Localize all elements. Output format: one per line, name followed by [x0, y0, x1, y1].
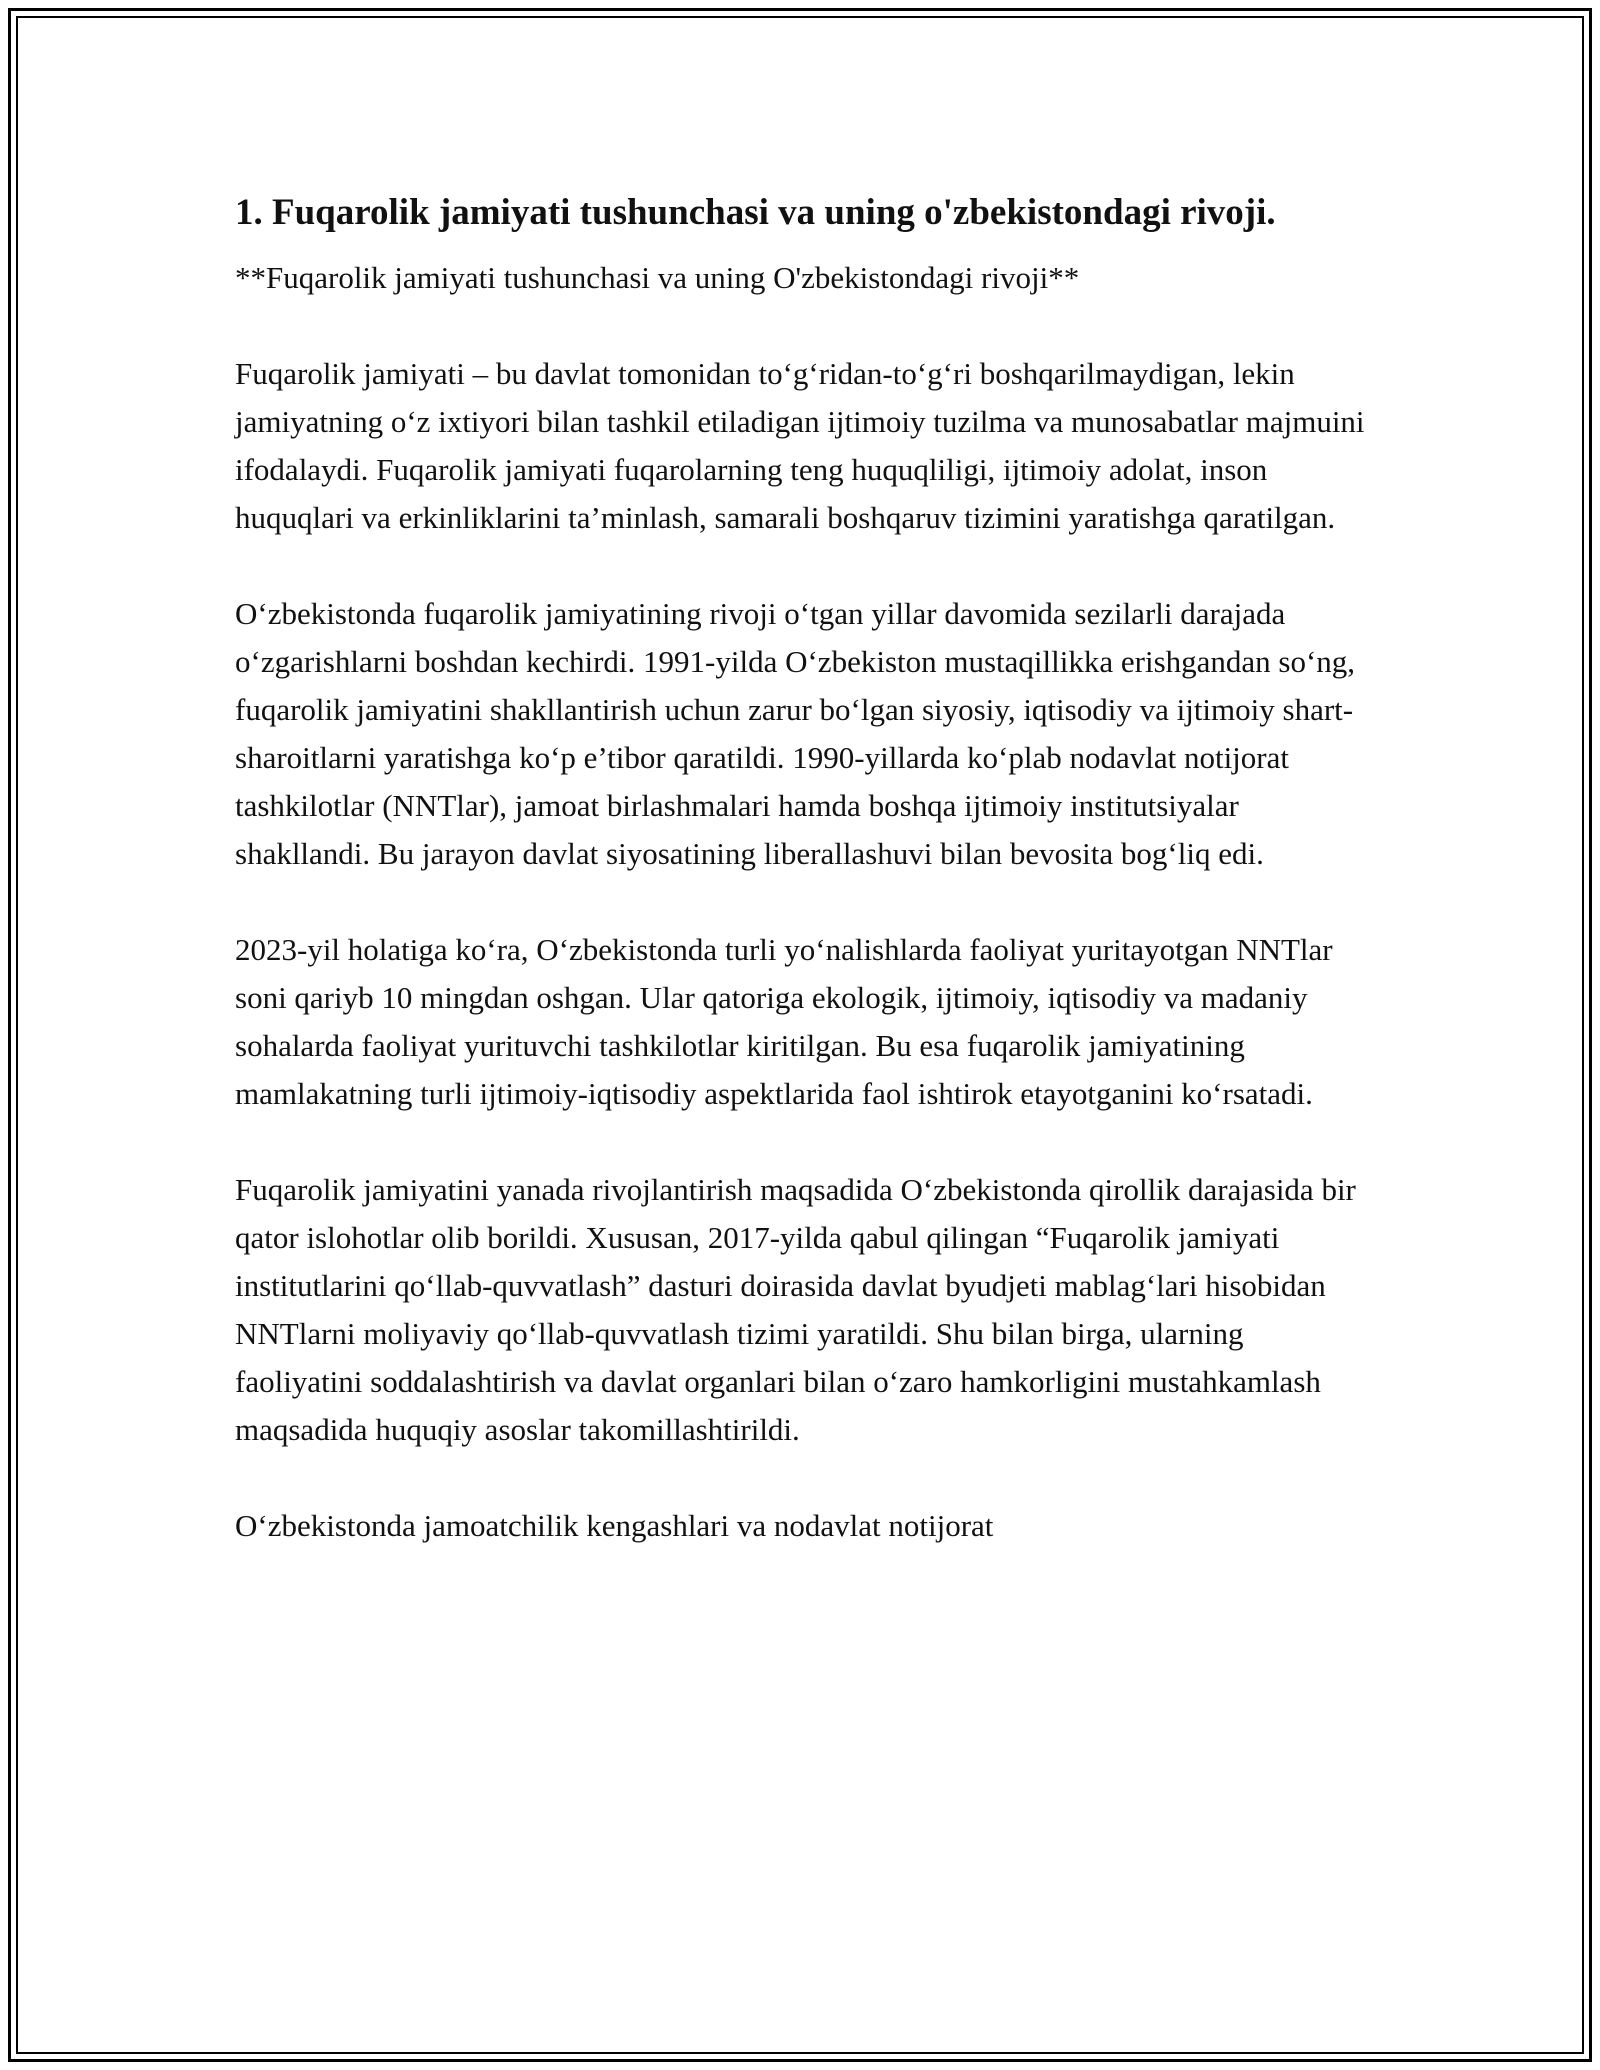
paragraph-councils: O‘zbekistonda jamoatchilik kengashlari va nodavlat notijorat [235, 1508, 994, 1543]
document-body [235, 188, 1375, 1550]
document-title: 1. Fuqarolik jamiyati tushunchasi va uning o'zbekistondagi rivoji. [235, 192, 1276, 233]
paragraph-history: O‘zbekistonda fuqarolik jamiyatining rivoji o‘tgan yillar davomida sezilarli darajada o‘zgarishlarni boshdan kechirdi. 1991-yilda O‘zbekiston mustaqillikka erishgandan so‘ng, fuqarolik jamiyatini shakllantirish uchun zarur bo‘lgan siyosiy, iqtisodiy va ijtimoiy shart-sharoitlarni yaratishga ko‘p e’tibor qaratildi. 1990-yillarda ko‘plab nodavlat notijorat tashkilotlar (NNTlar), jamoat birlashmalari hamda boshqa ijtimoiy institutsiyalar shakllandi. Bu jarayon davlat siyosatining liberallashuvi bilan bevosita bog‘liq edi. [235, 596, 1356, 871]
paragraph-statistics: 2023-yil holatiga ko‘ra, O‘zbekistonda turli yo‘nalishlarda faoliyat yuritayotgan NNTlar soni qariyb 10 mingdan oshgan. Ular qatoriga ekologik, ijtimoiy, iqtisodiy va madaniy sohalarda faoliyat yurituvchi tashkilotlar kiritilgan. Bu esa fuqarolik jamiyatining mamlakatning turli ijtimoiy-iqtisodiy aspektlarida faol ishtirok etayotganini ko‘rsatadi. [235, 932, 1333, 1111]
paragraph-reforms: Fuqarolik jamiyatini yanada rivojlantirish maqsadida O‘zbekistonda qirollik darajasida bir qator islohotlar olib borildi. Xususan, 2017-yilda qabul qilingan “Fuqarolik jamiyati institutlarini qo‘llab-quvvatlash” dasturi doirasida davlat byudjeti mablag‘lari hisobidan NNTlarni moliyaviy qo‘llab-quvvatlash tizimi yaratildi. Shu bilan birga, ularning faoliyatini soddalashtirish va davlat organlari bilan o‘zaro hamkorligini mustahkamlash maqsadida huquqiy asoslar takomillashtirildi. [235, 1172, 1356, 1447]
paragraph-definition: Fuqarolik jamiyati – bu davlat tomonidan to‘g‘ridan-to‘g‘ri boshqarilmaydigan, lekin jamiyatning o‘z ixtiyori bilan tashkil etiladigan ijtimoiy tuzilma va munosabatlar majmuini ifodalaydi. Fuqarolik jamiyati fuqarolarning teng huquqliligi, ijtimoiy adolat, inson huquqlari va erkinliklarini ta’minlash, samarali boshqaruv tizimini yaratishga qaratilgan. [235, 356, 1365, 535]
document-subtitle: **Fuqarolik jamiyati tushunchasi va uning O'zbekistondagi rivoji** [235, 260, 1080, 295]
